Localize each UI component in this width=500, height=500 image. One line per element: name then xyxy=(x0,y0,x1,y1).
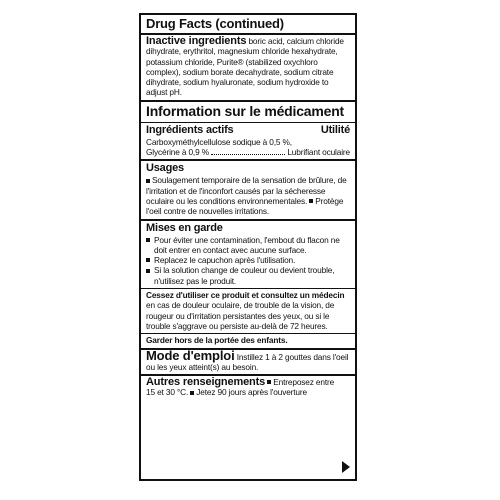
bullet-square-icon xyxy=(309,199,313,203)
active-ingredient-line-1: Carboxyméthylcellulose sodique à 0,5 %, xyxy=(146,136,292,147)
usages-heading: Usages xyxy=(146,162,184,175)
stop-use-text: en cas de douleur oculaire, de trouble de la vision, de rougeur ou d'irritation persistantes des yeux, ou si le trouble s'aggrave ou persiste au-delà de 72 heures. xyxy=(146,300,335,331)
continue-arrow-icon xyxy=(342,461,350,473)
directions-section xyxy=(141,347,355,377)
warning-item: Replacez le capuchon après l'utilisation. xyxy=(146,255,350,265)
warning-item: Pour éviter une contamination, l'embout du flacon ne doit entrer en contact avec aucune surface. xyxy=(146,235,350,256)
purpose-value: Lubrifiant oculaire xyxy=(287,147,350,158)
warnings-section xyxy=(141,221,355,289)
bullet-square-icon xyxy=(267,380,271,384)
bullet-square-icon xyxy=(190,391,194,395)
active-ingredients-section xyxy=(141,123,355,162)
fr-information-title: Information sur le médicament xyxy=(146,102,345,119)
active-ingredients-heading: Ingrédients actifs xyxy=(146,123,234,136)
stop-use-bold: Cessez d'utiliser ce produit et consultez un médecin xyxy=(146,290,345,301)
inactive-ingredients-text: boric acid, calcium chloride dihydrate, erythritol, magnesium chloride hexahydrate, potassium chloride, Purite® (stabilized oxychloro complex), sodium borate decahydrate, sodium citrate dihydrate, sodium hyaluronate, sodium hydroxide to adjust pH. xyxy=(146,36,344,98)
usages-text-second: Protège l'oeil contre de nouvelles irritations. xyxy=(146,195,344,217)
other-info-text-main: Entreposez entre 15 et 30 °C. xyxy=(146,377,335,398)
bullet-square-icon xyxy=(146,258,150,262)
leader-dots xyxy=(211,154,285,155)
warnings-heading: Mises en garde xyxy=(146,221,223,234)
bullet-square-icon xyxy=(146,269,150,273)
inactive-ingredients-section xyxy=(141,35,355,102)
other-info-section xyxy=(141,376,355,400)
usages-section xyxy=(141,161,355,220)
active-ingredient-line-2: Glycérine à 0,9 % xyxy=(146,147,209,158)
drug-facts-panel xyxy=(139,13,357,481)
usages-text-main: Soulagement temporaire de la sensation de brûlure, de l'irritation et de l'inconfort causés par la sécheresse oculaire ou les conditions environnementales. xyxy=(146,175,347,206)
stop-use-section xyxy=(141,289,355,334)
directions-text: Instillez 1 à 2 gouttes dans l'oeil ou les yeux atteint(s) au besoin. xyxy=(146,351,349,372)
purpose-heading: Utilité xyxy=(320,123,350,136)
warning-item: Si la solution change de couleur ou devient trouble, n'utilisez pas le produit. xyxy=(146,265,350,286)
directions-heading: Mode d'emploi xyxy=(146,347,235,363)
other-info-text-second: Jetez 90 jours après l'ouverture xyxy=(196,387,307,398)
fr-information-header xyxy=(141,102,355,123)
bullet-square-icon xyxy=(146,179,150,183)
drug-facts-header xyxy=(141,15,355,35)
bullet-square-icon xyxy=(146,238,150,242)
keep-away-text: Garder hors de la portée des enfants. xyxy=(146,335,288,346)
drug-facts-title: Drug Facts (continued) xyxy=(146,16,284,31)
other-info-heading: Autres renseignements xyxy=(146,376,266,389)
inactive-ingredients-heading: Inactive ingredients xyxy=(146,35,247,47)
